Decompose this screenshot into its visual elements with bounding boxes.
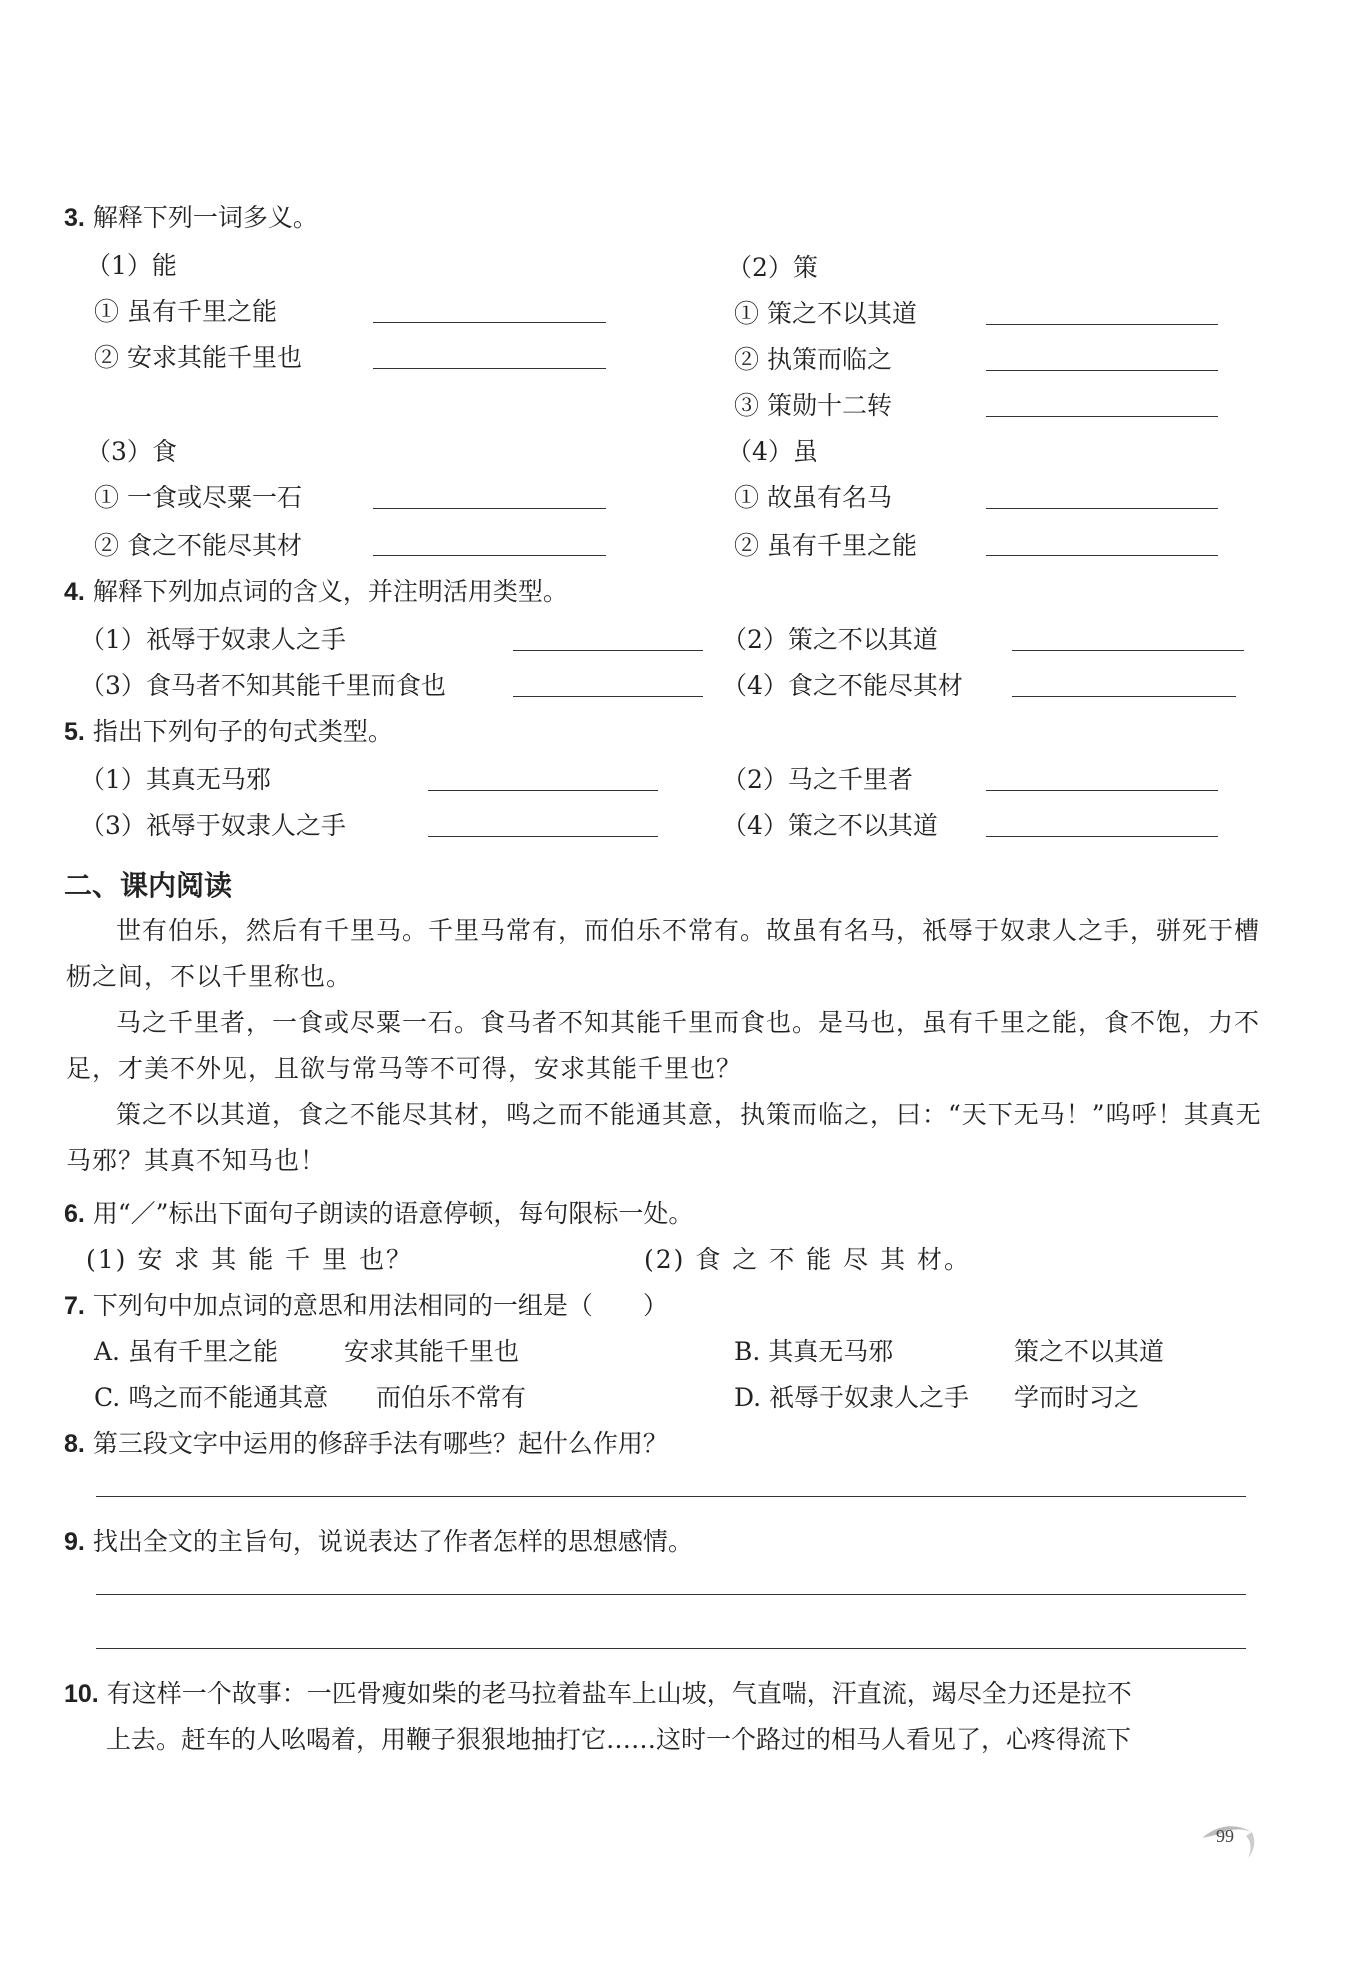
q9-title: 9. 找出全文的主旨句，说说表达了作者怎样的思想感情。 — [64, 1527, 693, 1556]
q3-group-3-label: （3）食 — [86, 437, 177, 466]
q3-group-3-item-2: ② 食之不能尽其材 — [94, 531, 302, 560]
answer-blank[interactable] — [1012, 650, 1244, 651]
answer-blank[interactable] — [986, 370, 1218, 371]
q7-option-b-2: 策之不以其道 — [1014, 1337, 1165, 1366]
answer-blank[interactable] — [513, 650, 703, 651]
answer-line[interactable] — [96, 1496, 1246, 1497]
page-number: 99 — [1216, 1826, 1234, 1846]
q5-item-4: （4）策之不以其道 — [722, 811, 938, 840]
answer-blank[interactable] — [373, 555, 606, 556]
q4-item-3: （3）食马者不知其能千里而食也 — [80, 671, 446, 700]
q3-group-1-label: （1）能 — [86, 251, 177, 280]
q7-title: 7. 下列句中加点词的意思和用法相同的一组是（ ） — [64, 1291, 668, 1320]
q3-group-2-item-1: ① 策之不以其道 — [734, 299, 917, 328]
q6-item-2: (2) 食 之 不 能 尽 其 材。 — [644, 1245, 972, 1274]
q3-group-2-label: （2）策 — [727, 253, 818, 282]
answer-blank[interactable] — [986, 416, 1218, 417]
answer-blank[interactable] — [986, 836, 1218, 837]
q7-option-a-1[interactable]: A. 虽有千里之能 — [94, 1337, 278, 1366]
q7-option-a-2: 安求其能千里也 — [344, 1337, 520, 1366]
q7-option-c-1[interactable]: C. 鸣之而不能通其意 — [94, 1383, 329, 1412]
q6-item-1: (1) 安 求 其 能 千 里 也？ — [86, 1245, 414, 1274]
q5-item-1: （1）其真无马邪 — [80, 765, 271, 794]
q3-group-1-item-1: ① 虽有千里之能 — [94, 297, 277, 326]
answer-blank[interactable] — [986, 324, 1218, 325]
q4-item-1: （1）祇辱于奴隶人之手 — [80, 625, 346, 654]
answer-blank[interactable] — [1012, 696, 1236, 697]
q3-group-2-item-2: ② 执策而临之 — [734, 345, 892, 374]
q3-group-4-item-1: ① 故虽有名马 — [734, 483, 892, 512]
answer-blank[interactable] — [986, 555, 1218, 556]
q5-title: 5. 指出下列句子的句式类型。 — [64, 717, 393, 746]
q3-group-1-item-2: ② 安求其能千里也 — [94, 343, 302, 372]
q5-item-2: （2）马之千里者 — [722, 765, 913, 794]
q3-group-2-item-3: ③ 策勋十二转 — [734, 391, 892, 420]
answer-line[interactable] — [96, 1594, 1246, 1595]
answer-blank[interactable] — [428, 790, 658, 791]
q8-title: 8. 第三段文字中运用的修辞手法有哪些？起什么作用？ — [64, 1429, 668, 1458]
q3-group-3-item-1: ① 一食或尽粟一石 — [94, 483, 302, 512]
q10-line-1: 10. 有这样一个故事：一匹骨瘦如柴的老马拉着盐车上山坡，气直喘，汗直流，竭尽全力还是拉不 — [64, 1679, 1132, 1708]
passage-paragraph-1: 世有伯乐，然后有千里马。千里马常有，而伯乐不常有。故虽有名马，祇辱于奴隶人之手，骈死于槽枥之间，不以千里称也。 — [66, 916, 1261, 991]
q7-option-d-1[interactable]: D. 祇辱于奴隶人之手 — [734, 1383, 970, 1412]
q7-option-b-1[interactable]: B. 其真无马邪 — [734, 1337, 894, 1366]
answer-blank[interactable] — [373, 368, 606, 369]
q3-group-4-label: （4）虽 — [727, 437, 818, 466]
q7-option-c-2: 而伯乐不常有 — [376, 1383, 527, 1412]
section-title: 二、课内阅读 — [64, 870, 233, 901]
q10-line-2: 上去。赶车的人吆喝着，用鞭子狠狠地抽打它……这时一个路过的相马人看见了，心疼得流下 — [106, 1725, 1132, 1754]
q5-item-3: （3）祇辱于奴隶人之手 — [80, 811, 346, 840]
answer-blank[interactable] — [428, 836, 658, 837]
answer-blank[interactable] — [513, 696, 703, 697]
answer-blank[interactable] — [373, 508, 606, 509]
q3-title: 3. 解释下列一词多义。 — [64, 203, 318, 232]
q4-title: 4. 解释下列加点词的含义，并注明活用类型。 — [64, 577, 568, 606]
answer-blank[interactable] — [986, 790, 1218, 791]
q4-item-2: （2）策之不以其道 — [722, 625, 938, 654]
answer-blank[interactable] — [986, 508, 1218, 509]
q3-group-4-item-2: ② 虽有千里之能 — [734, 531, 917, 560]
q4-item-4: （4）食之不能尽其材 — [722, 671, 963, 700]
q7-option-d-2: 学而时习之 — [1014, 1383, 1140, 1412]
page-number-badge — [1196, 1818, 1258, 1864]
q6-title: 6. 用“／”标出下面句子朗读的语意停顿，每句限标一处。 — [64, 1199, 694, 1228]
answer-line[interactable] — [96, 1648, 1246, 1649]
passage-paragraph-2: 马之千里者，一食或尽粟一石。食马者不知其能千里而食也。是马也，虽有千里之能，食不饱，力不足，才美不外见，且欲与常马等不可得，安求其能千里也？ — [66, 1008, 1261, 1083]
answer-blank[interactable] — [373, 322, 606, 323]
passage-paragraph-3: 策之不以其道，食之不能尽其材，鸣之而不能通其意，执策而临之，曰：“天下无马！”呜呼！其真无马邪？其真不知马也！ — [66, 1100, 1262, 1175]
